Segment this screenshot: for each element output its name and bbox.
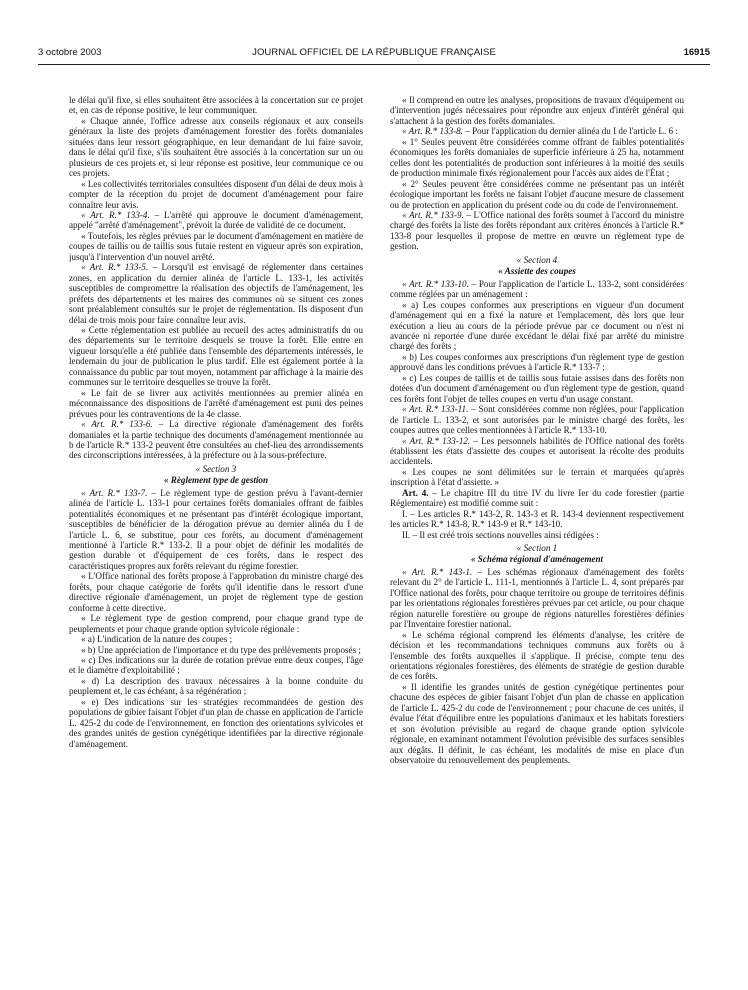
paragraph: II. – Il est créé trois sections nouvelles ainsi rédigées : (402, 529, 599, 540)
header-journal-title: JOURNAL OFFICIEL DE LA RÉPUBLIQUE FRANÇAISE (252, 47, 496, 58)
article-label: Art. 4. (402, 487, 429, 498)
article-paragraph (390, 488, 684, 509)
list-item: « a) L'indication de la nature des coupes ; (81, 634, 233, 645)
paragraph: « Il identifie les grandes unités de gestion cynégétique pertinentes pour chacune des espèces de gibier faisant l'objet d'un plan de chasse en application de l'article L. 425-2 du code de l'environnement ; pour chacune de ces unités, il évalue l'état d'équilibre entre les populations d'animaux et les habitats forestiers et son évolution prévisible au regard de chaque grande option sylvicole régionale, en examinant notamment l'évolution prévisible des surfaces sensibles aux dégâts. Il définit, le cas échéant, les modalités de mise en place d'un observatoire du renouvellement des peuplements. (390, 681, 684, 766)
list-item: « d) La description des travaux nécessaires à la bonne conduite du peuplement et, le cas échéant, à sa régénération ; (69, 675, 363, 697)
paragraph: « Les coupes ne sont délimitées sur le terrain et marquées qu'après inscription à l'état d'assiette. » (390, 466, 684, 488)
article-paragraph (69, 210, 363, 231)
article-label: « Art. R.* 133-4. (81, 209, 150, 220)
paragraph: « 2° Seules peuvent être considérées comme ne présentant pas un intérêt écologique important les forêts ne faisant l'objet d'aucune mesure de classement ou de protection en application du présent code ou du code de l'environnement. (390, 178, 684, 210)
article-text: – Le règlement type de gestion prévu à l'avant-dernier alinéa de l'article L. 133-1 pour certaines forêts domaniales offrant de faibles potentialités économiques et ne présentant pas d'intérêt écologique important, susceptibles de bénéficier de la dérogation prévue au dernier alinéa du I de l'article L. 6, se substitue, pour ces forêts, au document d'aménagement mentionné à l'article R.* 133-2. Il a pour objet de définir les modalités de gestion durable et d'équipement de ces forêts, dans le respect des caractéristiques propres aux forêts relevant du régime forestier. (69, 487, 363, 571)
paragraph: « Il comprend en outre les analyses, propositions de travaux d'équipement ou d'intervention jugés nécessaires pour répondre aux enjeux d'intérêt général qui s'attachent à la gestion des forêts domaniales. (390, 95, 684, 126)
article-text: – Le chapitre III du titre IV du livre Ier du code forestier (partie Réglementaire) est modifié comme suit : (390, 487, 684, 509)
article-text: – L'arrêté qui approuve le document d'aménagement, appelé "arrêté d'aménagement", prévoit la durée de validité de ce document. (69, 209, 363, 231)
article-paragraph (390, 279, 684, 300)
list-item: « c) Les coupes de taillis et de taillis sous futaie assises dans des forêts non dotées d'un document d'aménagement ou d'un règlement type de gestion, quand ces forêts font l'objet de telles coupes en vertu d'un usage constant. (390, 372, 684, 404)
list-item: « b) Les coupes conformes aux prescriptions d'un règlement type de gestion approuvé dans les conditions prévues à l'article R.* 133-7 ; (390, 351, 684, 373)
paragraph: « Chaque année, l'office adresse aux conseils régionaux et aux conseils généraux la liste des projets d'aménagement forestier des forêts domaniales situées dans leur ressort géographique, en leur demandant de lui faire savoir, dans le délai qu'il fixe, s'ils souhaitent être associés à la concertation sur un ou plusieurs de ces projets et, si leur réponse est positive, leur communique ce ou ces projets. (69, 115, 363, 179)
article-text: – La directive régionale d'aménagement des forêts domaniales et la partie technique des documents d'aménagement mentionnée au b de l'article R.* 133-2 peuvent être consultées au chef-lieu des arrondissements des circonscriptions intéressées, à la préfecture ou à la sous-préfecture. (69, 419, 363, 461)
article-text: – Sont considérées comme non réglées, pour l'application de l'article L. 133-2, et sont autorisées par le ministre chargé des forêts, les coupes autres que celles mentionnées à l'article R.* 133-10. (390, 404, 684, 436)
list-item: « c) Des indications sur la durée de rotation prévue entre deux coupes, l'âge et le diamètre d'exploitabilité ; (69, 655, 363, 676)
paragraph: le délai qu'il fixe, si elles souhaitent être associées à la concertation sur ce projet et, en cas de réponse positive, le leur communiquer. (69, 95, 363, 116)
list-item: « e) Des indications sur les stratégies recommandées de gestion des populations de gibier faisant l'objet d'un plan de chasse en application de l'article L. 425-2 du code de l'environnement, en fonction des orientations sylvicoles et des grandes unités de gestion cynégétique identifiées par la directive régionale d'aménagement. (69, 696, 363, 749)
paragraph: « Le schéma régional comprend les éléments d'analyse, les critère de décision et les recommandations techniques communs aux forêts ou à l'ensemble des forêts auxquelles il s'applique. Il précise, compte tenu des orientations régionales forestières, des éléments de stratégie de gestion durable de ces forêts. (390, 629, 684, 682)
article-label: « Art. R.* 133-7. (81, 487, 148, 498)
section-heading: « Section 3 (195, 463, 237, 474)
paragraph: « Le règlement type de gestion comprend, pour chaque grand type de peuplements et pour chaque grande option sylvicole régionale : (69, 613, 363, 634)
section-heading: « Section 1 (516, 543, 558, 554)
article-paragraph (390, 436, 684, 467)
paragraph: I. – Les articles R.* 143-2, R. 143-3 et R. 143-4 deviennent respectivement les articles R.* 143-8, R.* 143-9 et R.* 143-10. (390, 508, 684, 530)
article-label: « Art. R.* 133-11. (402, 404, 469, 415)
section-heading: « Section 4 (516, 254, 558, 265)
header-date: 3 octobre 2003 (38, 47, 102, 58)
paragraph: « 1° Seules peuvent être considérées comme offrant de faibles potentialités économiques les forêts domaniales de superficie inférieure à 25 ha, notamment celles dont les potentialités de production sont inférieures à la moitié des seuils de production minimale fixés régionalement pour l'accès aux aides de l'État ; (390, 136, 684, 179)
article-text: – L'Office national des forêts soumet à l'accord du ministre chargé des forêts la liste des forêts répondant aux critères énoncés à l'article R.* 133-8 pour lesquelles il propose de mettre en œuvre un règlement type de gestion. (390, 209, 684, 252)
article-paragraph (390, 404, 684, 435)
paragraph: « Les collectivités territoriales consultées disposent d'un délai de deux mois à compter de la réception du projet de document d'aménagement pour faire connaître leur avis. (69, 178, 363, 210)
article-label: « Art. R.* 143-1. (402, 566, 473, 577)
list-item: « a) Les coupes conformes aux prescriptions en vigueur d'un document d'aménagement qui en a fixé la nature et l'emplacement, dès lors que leur exécution a lieu au cours de la période prévue par ce document ou n'est ni avancée ni reportée d'une durée excédant le délai fixé par arrêté du ministre chargé des forêts ; (390, 299, 684, 352)
article-label: « Art. R.* 133-12. (402, 435, 471, 446)
article-label: « Art. R.* 133-6. (81, 419, 153, 430)
paragraph: « Toutefois, les règles prévues par le document d'aménagement en matière de coupes de taillis ou de taillis sous futaie restent en vigueur après son expiration, jusqu'à l'intervention d'un nouvel arrêté. (69, 230, 363, 262)
article-label: « Art. R.* 133-8. (402, 126, 463, 137)
article-label: « Art. R.* 133-5. (81, 262, 149, 273)
article-paragraph (390, 126, 684, 136)
article-label: « Art. R.* 133-9. (402, 209, 464, 220)
article-label: « Art. R.* 133-10. (402, 278, 469, 289)
header-rule (38, 64, 710, 65)
right-column (390, 95, 684, 975)
left-column (69, 95, 363, 975)
article-paragraph (390, 567, 684, 630)
section-title: « Assiette des coupes (498, 266, 576, 277)
section-title: « Schéma régional d'aménagement (470, 554, 604, 565)
article-text: – Pour l'application du dernier alinéa du I de l'article L. 6 : (462, 126, 678, 137)
section-title: « Règlement type de gestion (163, 475, 269, 486)
paragraph: « Le fait de se livrer aux activités mentionnées au premier alinéa en méconnaissance des dispositions de l'arrêté d'aménagement est puni des peines prévues pour les contraventions de la 4e classe. (69, 387, 363, 419)
article-paragraph (390, 210, 684, 252)
article-text: – Les schémas régionaux d'aménagement des forêts relevant du 2° de l'article L. 111-1, mentionnés à l'article L. 4, sont préparés par l'Office national des forêts, pour chaque territoire ou groupe de territoires définis par les orientations régionales forestières prévues par cet article, ou pour chaque région naturelle forestière ou groupe de régions naturelles forestières définies par l'Inventaire forestier national. (390, 566, 684, 630)
article-paragraph (69, 488, 363, 572)
header-page-number: 16915 (683, 47, 710, 58)
paragraph: « L'Office national des forêts propose à l'approbation du ministre chargé des forêts, pour chaque catégorie de forêts qu'il identifie dans le ressort d'une directive régionale d'aménagement, un projet de règlement type de gestion conforme à cette directive. (69, 571, 363, 613)
article-text: – Lorsqu'il est envisagé de réglementer dans certaines zones, en application du dernier alinéa de l'article L. 133-1, les activités susceptibles de compromettre la réalisation des objectifs de l'aménagement, les préfets des départements et les maires des communes où se situent ces zones sont préalablement consultés sur le projet de réglementation. Ils disposent d'un délai de trois mois pour faire connaître leur avis. (69, 262, 363, 325)
article-paragraph (69, 419, 363, 461)
article-text: – Les personnels habilités de l'Office national des forêts établissent les états d'assiette des coupes et autorisent la récolte des produits accidentels. (390, 435, 684, 467)
article-text: – Pour l'application de l'article L. 133-2, sont considérées comme réglées par un aménagement : (390, 278, 684, 300)
page-header (38, 47, 710, 61)
list-item: « b) Une appréciation de l'importance et du type des prélèvements proposés ; (81, 644, 361, 655)
paragraph: « Cette réglementation est publiée au recueil des actes administratifs du ou des départements sur le territoire desquels se trouve la forêt. Elle entre en vigueur lorsqu'elle a été publiée dans l'ensemble des départements intéressés, le lendemain du jour de publication le plus tardif. Elle est également portée à la connaissance du public par tout moyen, notamment par affichage à la mairie des communes sur le territoire desquelles se trouve la forêt. (69, 324, 363, 388)
article-paragraph (69, 262, 363, 325)
